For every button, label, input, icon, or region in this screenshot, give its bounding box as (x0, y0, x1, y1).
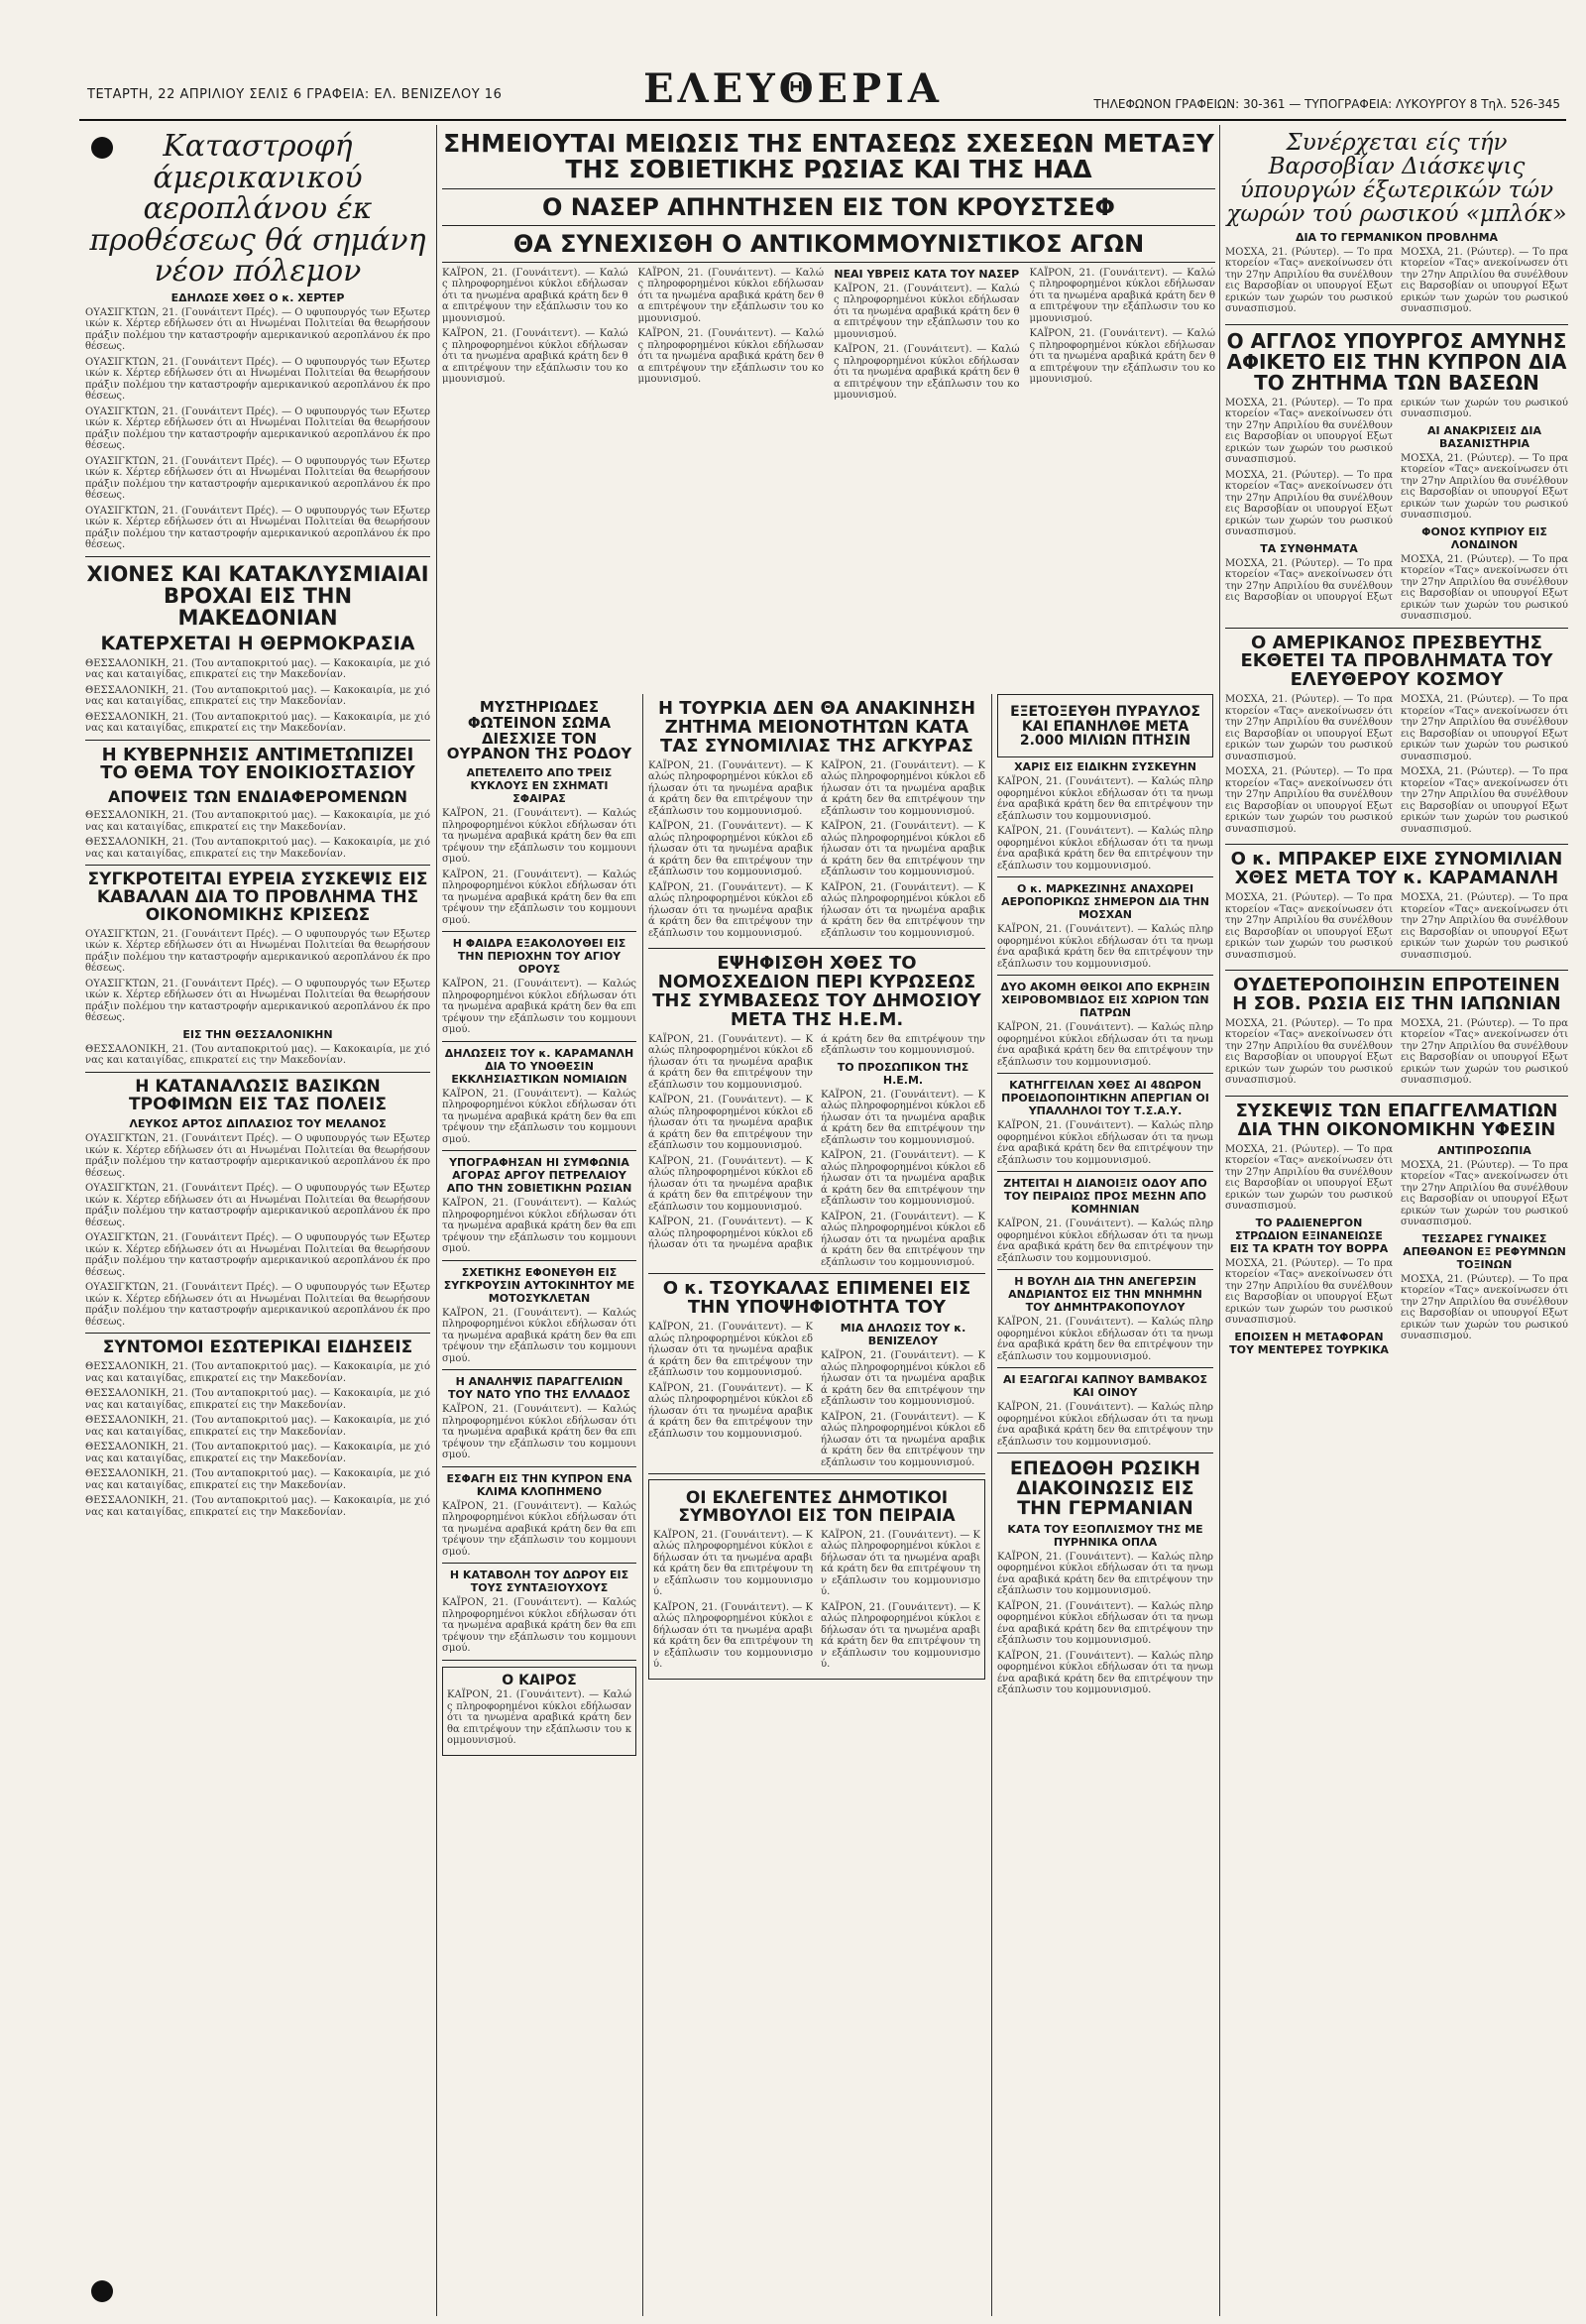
divider (442, 1660, 636, 1661)
article-text: ΚΑΪΡΟΝ, 21. (Γουνάιτεντ). — Καλώς πληροφορημένοι κύκλοι εδήλωσαν ότι τα ηνωμένα αραβικά κράτη δεν θα επιτρέψουν την εξάπλωσιν του κομμουνισμού. (997, 1317, 1213, 1362)
divider (648, 1473, 985, 1474)
article-text: ΚΑΪΡΟΝ, 21. (Γουνάιτεντ). — Καλώς πληροφορημένοι κύκλοι εδήλωσαν ότι τα ηνωμένα αραβικά κράτη δεν θα επιτρέψουν την εξάπλωσιν του κομμουνισμού. (442, 1404, 636, 1460)
headline-plane: Καταστροφή άμερικανικού αεροπλάνου έκ προθέσεως θά σημάνη νέον πόλεμον (89, 129, 426, 289)
article-text: ΟΥΑΣΙΓΚΤΩΝ, 21. (Γουνάιτεντ Πρές). — Ο υφυπουργός των Εξωτερικών κ. Χέρτερ εδήλωσεν ότι αι Ηνωμέναι Πολιτείαι θα θεωρήσουν πράξιν πολέμου την καταστροφήν αμερικανικού αεροπλάνου έκ προθέσεως. (85, 1133, 430, 1179)
article-text: ΜΟΣΧΑ, 21. (Ρώυτερ). — Το πρακτορείον «Τας» ανεκοίνωσεν ότι την 27ην Απριλίου θα συνέλθουν εις Βαρσοβίαν οι υπουργοί Εξωτερικών των χωρών του ρωσικού συνασπισμού. (1225, 397, 1568, 604)
article-text: ΘΕΣΣΑΛΟΝΙΚΗ, 21. (Του ανταποκριτού μας). — Κακοκαιρία, με χιόνας και καταιγίδας, επικρατεί εις την Μακεδονίαν. (85, 711, 430, 735)
article-text: ΚΑΪΡΟΝ, 21. (Γουνάιτεντ). — Καλώς πληροφορημένοι κύκλοι εδήλωσαν ότι τα ηνωμένα αραβικά κράτη δεν θα επιτρέψουν την εξάπλωσιν του κομμουνισμού. (997, 1600, 1213, 1647)
article-text: ΚΑΪΡΟΝ, 21. (Γουνάιτεντ). — Καλώς πληροφορημένοι κύκλοι εδήλωσαν ότι τα ηνωμένα αραβικά κράτη δεν θα επιτρέψουν την εξάπλωσιν του κομμουνισμού. (997, 1650, 1213, 1696)
article-text: ΜΟΣΧΑ, 21. (Ρώυτερ). — Το πρακτορείον «Τας» ανεκοίνωσεν ότι την 27ην Απριλίου θα συνέλθουν εις Βαρσοβίαν οι υπουργοί Εξωτερικών των χωρών του ρωσικού συνασπισμού. (1401, 1273, 1568, 1342)
subheadline: Η ΦΑΙΔΡΑ ΕΞΑΚΟΛΟΥΘΕΙ ΕΙΣ ΤΗΝ ΠΕΡΙΟΧΗΝ ΤΟΥ ΑΓΙΟΥ ΟΡΟΥΣ (452, 937, 626, 976)
article-text: ΚΑΪΡΟΝ, 21. (Γουνάιτεντ). — Καλώς πληροφορημένοι κύκλοι εδήλωσαν ότι τα ηνωμένα αραβικά κράτη δεν θα επιτρέψουν την εξάπλωσιν του κομμουνισμού. (442, 1198, 636, 1254)
subheadline: ΑΠΟΨΕΙΣ ΤΩΝ ΕΝΔΙΑΦΕΡΟΜΕΝΩΝ (108, 787, 407, 807)
divider (442, 225, 1215, 226)
article-text: ΜΟΣΧΑ, 21. (Ρώυτερ). — Το πρακτορείον «Τας» ανεκοίνωσεν ότι την 27ην Απριλίου θα συνέλθουν εις Βαρσοβίαν οι υπουργοί Εξωτερικών των χωρών του ρωσικού συνασπισμού. (1225, 1257, 1393, 1327)
headline-professionals: ΣΥΣΚΕΨΙΣ ΤΩΝ ΕΠΑΓΓΕΛΜΑΤΙΩΝ ΔΙΑ ΤΗΝ ΟΙΚΟΝΟΜΙΚΗΝ ΥΦΕΣΙΝ (1235, 1100, 1558, 1140)
article-text: ΚΑΪΡΟΝ, 21. (Γουνάιτεντ). — Καλώς πληροφορημένοι κύκλοι εδήλωσαν ότι τα ηνωμένα αραβικά κράτη δεν θα επιτρέψουν την εξάπλωσιν του κομμουνισμού. (997, 1120, 1213, 1166)
headline-rocket: ΕΞΕΤΟΞΕΥΘΗ ΠΥΡΑΥΛΟΣ ΚΑΙ ΕΠΑΝΗΛΘΕ ΜΕΤΑ 2.000 ΜΙΛΙΩΝ ΠΤΗΣΙΝ (1010, 704, 1200, 750)
article-text: ΜΟΣΧΑ, 21. (Ρώυτερ). — Το πρακτορείον «Τας» ανεκοίνωσεν ότι την 27ην Απριλίου θα συνέλθουν εις Βαρσοβίαν οι υπουργοί Εξωτερικών των χωρών του ρωσικού συνασπισμού. (1401, 553, 1568, 623)
article-text: ΜΟΣΧΑ, 21. (Ρώυτερ). — Το πρακτορείον «Τας» ανεκοίνωσεν ότι την 27ην Απριλίου θα συνέλθουν εις Βαρσοβίαν οι υπουργοί Εξωτερικών των χωρών του ρωσικού συνασπισμού. (1225, 1143, 1393, 1213)
rocket-box (997, 694, 1213, 757)
divider (442, 188, 1215, 189)
main-headline: ΣΗΜΕΙΟΥΤΑΙ ΜΕΙΩΣΙΣ ΤΗΣ ΕΝΤΑΣΕΩΣ ΣΧΕΣΕΩΝ ΜΕΤΑΞΥ ΤΗΣ ΣΟΒΙΕΤΙΚΗΣ ΡΩΣΙΑΣ ΚΑΙ ΤΗΣ ΗΑΔ (443, 129, 1214, 184)
subheadline: ΕΠΟΙΣΕΝ Η ΜΕΤΑΦΟΡΑΝ ΤΟΥ ΜΕΝΤΕΡΕΣ ΤΟΥΡΚΙΚΑ ΑΝΤΙΠΡΟΣΩΠΙΑ (1229, 1143, 1531, 1356)
article-text: ΚΑΪΡΟΝ, 21. (Γουνάιτεντ). — Καλώς πληροφορημένοι κύκλοι εδήλωσαν ότι τα ηνωμένα αραβικά κράτη δεν θα επιτρέψουν την εξάπλωσιν του κομμουνισμού. (997, 776, 1213, 822)
divider (85, 556, 430, 557)
divider (85, 1333, 430, 1334)
article-text: ΜΟΣΧΑ, 21. (Ρώυτερ). — Το πρακτορείον «Τας» ανεκοίνωσεν ότι την 27ην Απριλίου θα συνέλθουν εις Βαρσοβίαν οι υπουργοί Εξωτερικών των χωρών του ρωσικού συνασπισμού. (1225, 694, 1393, 762)
date-line: ΤΕΤΑΡΤΗ, 22 ΑΠΡΙΛΙΟΥ ΣΕΛΙΣ 6 ΓΡΑΦΕΙΑ: ΕΛ. ΒΕΝΙΖΕΛΟΥ 16 (87, 87, 503, 102)
article-text: ΘΕΣΣΑΛΟΝΙΚΗ, 21. (Του ανταποκριτού μας). — Κακοκαιρία, με χιόνας και καταιγίδας, επικρατεί εις την Μακεδονίαν. (85, 684, 430, 708)
divider (997, 975, 1213, 976)
subheadline: ΑΙ ΕΞΑΓΩΓΑΙ ΚΑΠΝΟΥ ΒΑΜΒΑΚΟΣ ΚΑΙ ΟΙΝΟΥ (1003, 1373, 1207, 1400)
headline-ambassador: Ο ΑΜΕΡΙΚΑΝΟΣ ΠΡΕΣΒΕΥΤΗΣ ΕΚΘΕΤΕΙ ΤΑ ΠΡΟΒΛΗΜΑΤΑ ΤΟΥ ΕΛΕΥΘΕΡΟΥ ΚΟΣΜΟΥ (1240, 632, 1553, 691)
article-text: ΘΕΣΣΑΛΟΝΙΚΗ, 21. (Του ανταποκριτού μας). — Κακοκαιρία, με χιόνας και καταιγίδας, επικρατεί εις την Μακεδονίαν. (85, 1388, 430, 1411)
article-text: ΚΑΪΡΟΝ, 21. (Γουνάιτεντ). — Καλώς πληροφορημένοι κύκλοι εδήλωσαν ότι τα ηνωμένα αραβικά κράτη δεν θα επιτρέψουν την εξάπλωσιν του κομμουνισμού. (648, 759, 813, 817)
divider (442, 1466, 636, 1467)
divider (85, 1072, 430, 1073)
article-text: ΟΥΑΣΙΓΚΤΩΝ, 21. (Γουνάιτεντ Πρές). — Ο υφυπουργός των Εξωτερικών κ. Χέρτερ εδήλωσεν ότι αι Ηνωμέναι Πολιτείαι θα θεωρήσουν πράξιν πολέμου την καταστροφήν αμερικανικού αεροπλάνου έκ προθέσεως. (85, 978, 430, 1024)
article-text: ΟΥΑΣΙΓΚΤΩΝ, 21. (Γουνάιτεντ Πρές). — Ο υφυπουργός των Εξωτερικών κ. Χέρτερ εδήλωσεν ότι αι Ηνωμέναι Πολιτείαι θα θεωρήσουν πράξιν πολέμου την καταστροφήν αμερικανικού αεροπλάνου έκ προθέσεως. (85, 406, 430, 451)
subheadline: ΦΟΝΟΣ ΚΥΠΡΙΟΥ ΕΙΣ ΛΟΝΔΙΝΟΝ (1421, 524, 1547, 551)
article-text: ΚΑΪΡΟΝ, 21. (Γουνάιτεντ). — Καλώς πληροφορημένοι κύκλοι εδήλωσαν ότι τα ηνωμένα αραβικά κράτη δεν θα επιτρέψουν την εξάπλωσιν του κομμουνισμού. (648, 821, 813, 878)
article-text: ΜΟΣΧΑ, 21. (Ρώυτερ). — Το πρακτορείον «Τας» ανεκοίνωσεν ότι την 27ην Απριλίου θα συνέλθουν εις Βαρσοβίαν οι υπουργοί Εξωτερικών των χωρών του ρωσικού συνασπισμού. (1225, 1017, 1393, 1087)
article-text: ΚΑΪΡΟΝ, 21. (Γουνάιτεντ). — Καλώς πληροφορημένοι κύκλοι εδήλωσαν ότι τα ηνωμένα αραβικά κράτη δεν θα επιτρέψουν την εξάπλωσιν του κομμουνισμού. (442, 869, 636, 926)
article-text: ΚΑΪΡΟΝ, 21. (Γουνάιτεντ). — Καλώς πληροφορημένοι κύκλοι εδήλωσαν ότι τα ηνωμένα αραβικά κράτη δεν θα επιτρέψουν την εξάπλωσιν του κομμουνισμού. (648, 1155, 813, 1213)
weather-title: Ο ΚΑΙΡΟΣ (502, 1672, 577, 1688)
divider (442, 262, 1215, 263)
column-right (1225, 125, 1568, 2316)
article-text: ΜΟΣΧΑ, 21. (Ρώυτερ). — Το πρακτορείον «Τας» ανεκοίνωσεν ότι την 27ην Απριλίου θα συνέλθουν εις Βαρσοβίαν οι υπουργοί Εξωτερικών των χωρών του ρωσικού συνασπισμού. (1401, 1159, 1568, 1228)
article-text: ΚΑΪΡΟΝ, 21. (Γουνάιτεντ). — Καλώς πληροφορημένοι κύκλοι εδήλωσαν ότι τα ηνωμένα αραβικά κράτη δεν θα επιτρέψουν την εξάπλωσιν του κομμουνισμού. (997, 1022, 1213, 1068)
subheadline: ΕΣΦΑΓΗ ΕΙΣ ΤΗΝ ΚΥΠΡΟΝ ΕΝΑ ΚΛΙΜΑ ΚΛΟΠΗΜΕΝΟ (446, 1471, 632, 1498)
newspaper-name: ΕΛΕΥΘΕΡΙΑ (643, 65, 943, 112)
article-text: ΚΑΪΡΟΝ, 21. (Γουνάιτεντ). — Καλώς πληροφορημένοι κύκλοι εδήλωσαν ότι τα ηνωμένα αραβικά κράτη δεν θα επιτρέψουν την εξάπλωσιν του κομμουνισμού. (648, 1382, 813, 1440)
subheadline: Η ΚΑΤΑΒΟΛΗ ΤΟΥ ΔΩΡΟΥ ΕΙΣ ΤΟΥΣ ΣΥΝΤΑΞΙΟΥΧΟΥΣ (449, 1569, 629, 1594)
article-text: ΟΥΑΣΙΓΚΤΩΝ, 21. (Γουνάιτεντ Πρές). — Ο υφυπουργός των Εξωτερικών κ. Χέρτερ εδήλωσεν ότι αι Ηνωμέναι Πολιτείαι θα θεωρήσουν πράξιν πολέμου την καταστροφήν αμερικανικού αεροπλάνου έκ προθέσεως. (85, 306, 430, 352)
subheadline: ΤΑ ΣΥΝΘΗΜΑΤΑ (1260, 541, 1358, 555)
column-second (442, 694, 636, 2316)
subheadline: ΥΠΟΓΡΑΦΗΣΑΝ ΗΙ ΣΥΜΦΩΝΙΑ ΑΓΟΡΑΣ ΑΡΓΟΥ ΠΕΤΡΕΛΑΙΟΥ ΑΠΟ ΤΗΝ ΣΟΒΙΕΤΙΚΗΝ ΡΩΣΙΑΝ (446, 1156, 632, 1195)
article-text: ΚΑΪΡΟΝ, 21. (Γουνάιτεντ). — Καλώς πληροφορημένοι κύκλοι εδήλωσαν ότι τα ηνωμένα αραβικά κράτη δεν θα επιτρέψουν την εξάπλωσιν του κομμουνισμού. (653, 1529, 813, 1598)
divider (442, 1563, 636, 1564)
article-text: ΘΕΣΣΑΛΟΝΙΚΗ, 21. (Του ανταποκριτού μας). — Κακοκαιρία, με χιόνας και καταιγίδας, επικρατεί εις την Μακεδονίαν. (85, 1495, 430, 1518)
article-text: ΟΥΑΣΙΓΚΤΩΝ, 21. (Γουνάιτεντ Πρές). — Ο υφυπουργός των Εξωτερικών κ. Χέρτερ εδήλωσεν ότι αι Ηνωμέναι Πολιτείαι θα θεωρήσουν πράξιν πολέμου την καταστροφήν αμερικανικού αεροπλάνου έκ προθέσεως. (85, 455, 430, 501)
subheadline: Ο κ. ΜΑΡΚΕΖΙΝΗΣ ΑΝΑΧΩΡΕΙ ΑΕΡΟΠΟΡΙΚΩΣ ΣΗΜΕΡΟΝ ΔΙΑ ΤΗΝ ΜΟΣΧΑΝ (1001, 882, 1209, 922)
divider (442, 1150, 636, 1151)
article-text: ΚΑΪΡΟΝ, 21. (Γουνάιτεντ). — Καλώς πληροφορημένοι κύκλοι εδήλωσαν ότι τα ηνωμένα αραβικά κράτη δεν θα επιτρέψουν την εξάπλωσιν του κομμουνισμού. (997, 1219, 1213, 1264)
article-text: ΚΑΪΡΟΝ, 21. (Γουνάιτεντ). — Καλώς πληροφορημένοι κύκλοι εδήλωσαν ότι τα ηνωμένα αραβικά κράτη δεν θα επιτρέψουν την εξάπλωσιν του κομμουνισμού. (442, 979, 636, 1035)
article-text: ΚΑΪΡΟΝ, 21. (Γουνάιτεντ). — Καλώς πληροφορημένοι κύκλοι εδήλωσαν ότι τα ηνωμένα αραβικά κράτη δεν θα επιτρέψουν την εξάπλωσιν του κομμουνισμού. (442, 267, 628, 324)
main-headline-3: ΘΑ ΣΥΝΕΧΙΣΘΗ Ο ΑΝΤΙΚΟΜΜΟΥΝΙΣΤΙΚΟΣ ΑΓΩΝ (512, 229, 1145, 258)
divider (997, 1269, 1213, 1270)
article-text: ΚΑΪΡΟΝ, 21. (Γουνάιτεντ). — Καλώς πληροφορημένοι κύκλοι εδήλωσαν ότι τα ηνωμένα αραβικά κράτη δεν θα επιτρέψουν την εξάπλωσιν του κομμουνισμού. (834, 283, 1020, 340)
article-text: ΜΟΣΧΑ, 21. (Ρώυτερ). — Το πρακτορείον «Τας» ανεκοίνωσεν ότι την 27ην Απριλίου θα συνέλθουν εις Βαρσοβίαν οι υπουργοί Εξωτερικών των χωρών του ρωσικού συνασπισμού. (1401, 694, 1568, 762)
article-text: ΚΑΪΡΟΝ, 21. (Γουνάιτεντ). — Καλώς πληροφορημένοι κύκλοι εδήλωσαν ότι τα ηνωμένα αραβικά κράτη δεν θα επιτρέψουν την εξάπλωσιν του κομμουνισμού. (447, 1689, 631, 1747)
subheadline: ΖΗΤΕΙΤΑΙ Η ΔΙΑΝΟΙΞΙΣ ΟΔΟΥ ΑΠΟ ΤΟΥ ΠΕΙΡΑΙΩΣ ΠΡΟΣ ΜΕΣΗΝ ΑΠΟ ΚΟΜΗΝΙΑΝ (1003, 1177, 1207, 1217)
article-text: ΚΑΪΡΟΝ, 21. (Γουνάιτεντ). — Καλώς πληροφορημένοι κύκλοι εδήλωσαν ότι τα ηνωμένα αραβικά κράτη δεν θα επιτρέψουν την εξάπλωσιν του κομμουνισμού. (1029, 267, 1215, 324)
headline-warsaw: Συνέρχεται είς τήν Βαρσοβίαν Διάσκεψις ύπουργών έξωτερικών τών χωρών τού ρωσικού «μπλόκ» (1226, 130, 1567, 228)
divider (648, 1273, 985, 1274)
headline-briefs: ΣΥΝΤΟΜΟΙ ΕΣΩΤΕΡΙΚΑΙ ΕΙΔΗΣΕΙΣ (102, 1337, 413, 1358)
divider (1225, 628, 1568, 629)
masthead (0, 0, 1586, 117)
article-text: ΚΑΪΡΟΝ, 21. (Γουνάιτεντ). — Καλώς πληροφορημένοι κύκλοι εδήλωσαν ότι τα ηνωμένα αραβικά κράτη δεν θα επιτρέψουν την εξάπλωσιν του κομμουνισμού. (997, 826, 1213, 872)
article-text: ΚΑΪΡΟΝ, 21. (Γουνάιτεντ). — Καλώς πληροφορημένοι κύκλοι εδήλωσαν ότι τα ηνωμένα αραβικά κράτη δεν θα επιτρέψουν την εξάπλωσιν του κομμουνισμού. (997, 1551, 1213, 1597)
article-text: ΚΑΪΡΟΝ, 21. (Γουνάιτεντ). — Καλώς πληροφορημένοι κύκλοι εδήλωσαν ότι τα ηνωμένα αραβικά κράτη δεν θα επιτρέψουν την εξάπλωσιν του κομμουνισμού. (648, 1033, 985, 1251)
headline-cyprus: Ο ΑΓΓΛΟΣ ΥΠΟΥΡΓΟΣ ΑΜΥΝΗΣ ΑΦΙΚΕΤΟ ΕΙΣ ΤΗΝ ΚΥΠΡΟΝ ΔΙΑ ΤΟ ΖΗΤΗΜΑ ΤΩΝ ΒΑΣΕΩΝ (1226, 328, 1567, 395)
article-text: ΚΑΪΡΟΝ, 21. (Γουνάιτεντ). — Καλώς πληροφορημένοι κύκλοι εδήλωσαν ότι τα ηνωμένα αραβικά κράτη δεν θα επιτρέψουν την εξάπλωσιν του κομμουνισμού. (997, 924, 1213, 970)
article-text: ΘΕΣΣΑΛΟΝΙΚΗ, 21. (Του ανταποκριτού μας). — Κακοκαιρία, με χιόνας και καταιγίδας, επικρατεί εις την Μακεδονίαν. (85, 1361, 430, 1384)
article-text: ΚΑΪΡΟΝ, 21. (Γουνάιτεντ). — Καλώς πληροφορημένοι κύκλοι εδήλωσαν ότι τα ηνωμένα αραβικά κράτη δεν θα επιτρέψουν την εξάπλωσιν του κομμουνισμού. (648, 1033, 813, 1091)
article-text: ΜΟΣΧΑ, 21. (Ρώυτερ). — Το πρακτορείον «Τας» ανεκοίνωσεν ότι την 27ην Απριλίου θα συνέλθουν εις Βαρσοβίαν οι υπουργοί Εξωτερικών των χωρών του ρωσικού συνασπισμού. (1401, 452, 1568, 522)
article-text: ΟΥΑΣΙΓΚΤΩΝ, 21. (Γουνάιτεντ Πρές). — Ο υφυπουργός των Εξωτερικών κ. Χέρτερ εδήλωσεν ότι αι Ηνωμέναι Πολιτείαι θα θεωρήσουν πράξιν πολέμου την καταστροφήν αμερικανικού αεροπλάνου έκ προθέσεως. (85, 505, 430, 550)
divider (997, 1171, 1213, 1172)
divider (1225, 324, 1568, 325)
divider (442, 1369, 636, 1370)
subheadline: ΤΟ ΡΑΔΙΕΝΕΡΓΟΝ ΣΤΡΩΔΙΟΝ ΕΞΙΝΑΝΕΙΩΣΕ ΕΙΣ ΤΑ ΚΡΑΤΗ ΤΟΥ ΒΟΡΡΑ (1229, 1216, 1389, 1255)
headline-japan: ΟΥΔΕΤΕΡΟΠΟΙΗΣΙΝ ΕΠΡΟΤΕΙΝΕΝ Η ΣΟΒ. ΡΩΣΙΑ ΕΙΣ ΤΗΝ ΙΑΠΩΝΙΑΝ (1232, 975, 1561, 1014)
article-text: ΘΕΣΣΑΛΟΝΙΚΗ, 21. (Του ανταποκριτού μας). — Κακοκαιρία, με χιόνας και καταιγίδας, επικρατεί εις την Μακεδονίαν. (85, 837, 430, 860)
article-text: ΚΑΪΡΟΝ, 21. (Γουνάιτεντ). — Καλώς πληροφορημένοι κύκλοι εδήλωσαν ότι τα ηνωμένα αραβικά κράτη δεν θα επιτρέψουν την εξάπλωσιν του κομμουνισμού. (648, 881, 813, 939)
headline-tsoukalas: Ο κ. ΤΣΟΥΚΑΛΑΣ ΕΠΙΜΕΝΕΙ ΕΙΣ ΤΗΝ ΥΠΟΨΗΦΙΟΤΗΤΑ ΤΟΥ (662, 1278, 971, 1319)
article-text: ΚΑΪΡΟΝ, 21. (Γουνάιτεντ). — Καλώς πληροφορημένοι κύκλοι εδήλωσαν ότι τα ηνωμένα αραβικά κράτη δεν θα επιτρέψουν την εξάπλωσιν του κομμουνισμού. (821, 1601, 980, 1671)
divider (442, 1041, 636, 1042)
article-text: ΜΟΣΧΑ, 21. (Ρώυτερ). — Το πρακτορείον «Τας» ανεκοίνωσεν ότι την 27ην Απριλίου θα συνέλθουν εις Βαρσοβίαν οι υπουργοί Εξωτερικών των χωρών του ρωσικού συνασπισμού. (1225, 397, 1393, 466)
divider (648, 948, 985, 949)
subheadline: Η ΑΝΑΛΗΨΙΣ ΠΑΡΑΓΓΕΛΙΩΝ ΤΟΥ ΝΑΤΟ ΥΠΟ ΤΗΣ ΕΛΛΑΔΟΣ (448, 1375, 630, 1401)
article-text: ΚΑΪΡΟΝ, 21. (Γουνάιτεντ). — Καλώς πληροφορημένοι κύκλοι εδήλωσαν ότι τα ηνωμένα αραβικά κράτη δεν θα επιτρέψουν την εξάπλωσιν του κομμουνισμού. (821, 1089, 985, 1146)
article-text: ΚΑΪΡΟΝ, 21. (Γουνάιτεντ). — Καλώς πληροφορημένοι κύκλοι εδήλωσαν ότι τα ηνωμένα αραβικά κράτη δεν θα επιτρέψουν την εξάπλωσιν του κομμουνισμού. (648, 1095, 813, 1152)
subheadline: ΕΙΣ ΤΗΝ ΘΕΣΣΑΛΟΝΙΚΗΝ (182, 1027, 333, 1041)
article-text: ΘΕΣΣΑΛΟΝΙΚΗ, 21. (Του ανταποκριτού μας). — Κακοκαιρία, με χιόνας και καταιγίδας, επικρατεί εις την Μακεδονίαν. (85, 1442, 430, 1464)
subheadline: ΧΑΡΙΣ ΕΙΣ ΕΙΔΙΚΗΝ ΣΥΣΚΕΥΗΝ (1014, 760, 1196, 774)
article-text: ΚΑΪΡΟΝ, 21. (Γουνάιτεντ). — Καλώς πληροφορημένοι κύκλοι εδήλωσαν ότι τα ηνωμένα αραβικά κράτη δεν θα επιτρέψουν την εξάπλωσιν του κομμουνισμού. (1029, 328, 1215, 386)
article-text: ΘΕΣΣΑΛΟΝΙΚΗ, 21. (Του ανταποκριτού μας). — Κακοκαιρία, με χιόνας και καταιγίδας, επικρατεί εις την Μακεδονίαν. (85, 1043, 430, 1067)
article-text: ΟΥΑΣΙΓΚΤΩΝ, 21. (Γουνάιτεντ Πρές). — Ο υφυπουργός των Εξωτερικών κ. Χέρτερ εδήλωσεν ότι αι Ηνωμέναι Πολιτείαι θα θεωρήσουν πράξιν πολέμου την καταστροφήν αμερικανικού αεροπλάνου έκ προθέσεως. (85, 1232, 430, 1278)
weather-box (442, 1667, 636, 1756)
article-text: ΜΟΣΧΑ, 21. (Ρώυτερ). — Το πρακτορείον «Τας» ανεκοίνωσεν ότι την 27ην Απριλίου θα συνέλθουν εις Βαρσοβίαν οι υπουργοί Εξωτερικών των χωρών του ρωσικού συνασπισμού. (1401, 246, 1568, 315)
article-text: ΚΑΪΡΟΝ, 21. (Γουνάιτεντ). — Καλώς πληροφορημένοι κύκλοι εδήλωσαν ότι τα ηνωμένα αραβικά κράτη δεν θα επιτρέψουν την εξάπλωσιν του κομμουνισμού. (653, 1601, 813, 1671)
piraeus-box (648, 1479, 985, 1680)
article-text: ΚΑΪΡΟΝ, 21. (Γουνάιτεντ). — Καλώς πληροφορημένοι κύκλοι εδήλωσαν ότι τα ηνωμένα αραβικά κράτη δεν θα επιτρέψουν την εξάπλωσιν του κομμουνισμού. (821, 821, 985, 878)
subheadline: ΣΧΕΤΙΚΗΣ ΕΦΟΝΕΥΘΗ ΕΙΣ ΣΥΓΚΡΟΥΣΙΝ ΑΥΤΟΚΙΝΗΤΟΥ ΜΕ ΜΟΤΟΣΥΚΛΕΤΑΝ (443, 1265, 635, 1305)
divider (1225, 844, 1568, 845)
masthead-rule (79, 119, 1566, 121)
column-rule (1219, 125, 1220, 2316)
subheadline: ΔΙΑ ΤΟ ΓΕΡΜΑΝΙΚΟΝ ΠΡΟΒΛΗΜΑ (1295, 230, 1499, 244)
headline-rent: Η ΚΥΒΕΡΝΗΣΙΣ ΑΝΤΙΜΕΤΩΠΙΖΕΙ ΤΟ ΘΕΜΑ ΤΟΥ ΕΝΟΙΚΙΟΣΤΑΣΙΟΥ (100, 744, 415, 784)
divider (1225, 970, 1568, 971)
headline-hem: ΕΨΗΦΙΣΘΗ ΧΘΕΣ ΤΟ ΝΟΜΟΣΧΕΔΙΟΝ ΠΕΡΙ ΚΥΡΩΣΕΩΣ ΤΗΣ ΣΥΜΒΑΣΕΩΣ ΤΟΥ ΔΗΜΟΣΙΟΥ ΜΕΤΑ ΤΗΣ Η.Ε.Μ. (652, 953, 981, 1030)
article-text: ΚΑΪΡΟΝ, 21. (Γουνάιτεντ). — Καλώς πληροφορημένοι κύκλοι εδήλωσαν ότι τα ηνωμένα αραβικά κράτη δεν θα επιτρέψουν την εξάπλωσιν του κομμουνισμού. (637, 267, 824, 324)
article-text: ΚΑΪΡΟΝ, 21. (Γουνάιτεντ). — Καλώς πληροφορημένοι κύκλοι εδήλωσαν ότι τα ηνωμένα αραβικά κράτη δεν θα επιτρέψουν την εξάπλωσιν του κομμουνισμού. (442, 1597, 636, 1654)
subheadline: ΤΟ ΠΡΟΣΩΠΙΚΟΝ ΤΗΣ Η.Ε.Μ. (837, 1060, 969, 1087)
divider (1225, 1096, 1568, 1097)
subheadline: ΔΥΟ ΑΚΟΜΗ ΘΕΙΚΟΙ ΑΠΟ ΕΚΡΗΞΙΝ ΧΕΙΡΟΒΟΜΒΙΔΟΣ ΕΙΣ ΧΩΡΙΟΝ ΤΩΝ ΠΑΤΡΩΝ (1000, 981, 1210, 1020)
divider (442, 1260, 636, 1261)
divider (997, 1073, 1213, 1074)
column-rule (991, 694, 992, 2316)
subheadline: ΚΑΤΗΓΓΕΙΛΑΝ ΧΘΕΣ ΑΙ 48ΩΡΟΝ ΠΡΟΕΙΔΟΠΟΙΗΤΙΚΗΝ ΑΠΕΡΓΙΑΝ ΟΙ ΥΠΑΛΛΗΛΟΙ ΤΟΥ Τ.Σ.Α.Υ. (1001, 1079, 1209, 1118)
divider (997, 1367, 1213, 1368)
article-text: ΚΑΪΡΟΝ, 21. (Γουνάιτεντ). — Καλώς πληροφορημένοι κύκλοι εδήλωσαν ότι τα ηνωμένα αραβικά κράτη δεν θα επιτρέψουν την εξάπλωσιν του κομμουνισμού. (442, 1307, 636, 1364)
article-text: ΟΥΑΣΙΓΚΤΩΝ, 21. (Γουνάιτεντ Πρές). — Ο υφυπουργός των Εξωτερικών κ. Χέρτερ εδήλωσεν ότι αι Ηνωμέναι Πολιτείαι θα θεωρήσουν πράξιν πολέμου την καταστροφήν αμερικανικού αεροπλάνου έκ προθέσεως. (85, 928, 430, 975)
headline-temperature: ΚΑΤΕΡΧΕΤΑΙ Η ΘΕΡΜΟΚΡΑΣΙΑ (100, 632, 415, 654)
article-text: ΚΑΪΡΟΝ, 21. (Γουνάιτεντ). — Καλώς πληροφορημένοι κύκλοι εδήλωσαν ότι τα ηνωμένα αραβικά κράτη δεν θα επιτρέψουν την εξάπλωσιν του κομμουνισμού. (821, 881, 985, 939)
divider (85, 865, 430, 866)
article-text: ΚΑΪΡΟΝ, 21. (Γουνάιτεντ). — Καλώς πληροφορημένοι κύκλοι εδήλωσαν ότι τα ηνωμένα αραβικά κράτη δεν θα επιτρέψουν την εξάπλωσιν του κομμουνισμού. (821, 1150, 985, 1208)
headline-food: Η ΚΑΤΑΝΑΛΩΣΙΣ ΒΑΣΙΚΩΝ ΤΡΟΦΙΜΩΝ ΕΙΣ ΤΑΣ ΠΟΛΕΙΣ (129, 1076, 387, 1114)
article-text: ΚΑΪΡΟΝ, 21. (Γουνάιτεντ). — Καλώς πληροφορημένοι κύκλοι εδήλωσαν ότι τα ηνωμένα αραβικά κράτη δεν θα επιτρέψουν την εξάπλωσιν του κομμουνισμού. (821, 1350, 985, 1408)
subheadline: ΤΕΣΣΑΡΕΣ ΓΥΝΑΙΚΕΣ ΑΠΕΘΑΝΟΝ ΕΞ ΡΕΦΥΜΝΩΝ ΤΟΞΙΝΩΝ (1403, 1231, 1566, 1271)
subheadline: ΑΠΕΤΕΛΕΙΤΟ ΑΠΟ ΤΡΕΙΣ ΚΥΚΛΟΥΣ ΕΝ ΣΧΗΜΑΤΙ ΣΦΑΙΡΑΣ (466, 766, 613, 805)
article-text: ΚΑΪΡΟΝ, 21. (Γουνάιτεντ). — Καλώς πληροφορημένοι κύκλοι εδήλωσαν ότι τα ηνωμένα αραβικά κράτη δεν θα επιτρέψουν την εξάπλωσιν του κομμουνισμού. (834, 344, 1020, 402)
divider (85, 740, 430, 741)
subheadline: ΚΑΤΑ ΤΟΥ ΕΞΟΠΛΙΣΜΟΥ ΤΗΣ ΜΕ ΠΥΡΗΝΙΚΑ ΟΠΛΑ (1007, 1522, 1203, 1549)
article-text: ΘΕΣΣΑΛΟΝΙΚΗ, 21. (Του ανταποκριτού μας). — Κακοκαιρία, με χιόνας και καταιγίδας, επικρατεί εις την Μακεδονίαν. (85, 810, 430, 833)
article-text: ΚΑΪΡΟΝ, 21. (Γουνάιτεντ). — Καλώς πληροφορημένοι κύκλοι εδήλωσαν ότι τα ηνωμένα αραβικά κράτη δεν θα επιτρέψουν την εξάπλωσιν του κομμουνισμού. (821, 1411, 985, 1468)
subheadline: Η ΒΟΥΛΗ ΔΙΑ ΤΗΝ ΑΝΕΓΕΡΣΙΝ ΑΝΔΡΙΑΝΤΟΣ ΕΙΣ ΤΗΝ ΜΝΗΜΗΝ ΤΟΥ ΔΗΜΗΤΡΑΚΟΠΟΥΛΟΥ (1008, 1275, 1202, 1315)
article-text: ΟΥΑΣΙΓΚΤΩΝ, 21. (Γουνάιτεντ Πρές). — Ο υφυπουργός των Εξωτερικών κ. Χέρτερ εδήλωσεν ότι αι Ηνωμέναι Πολιτείαι θα θεωρήσουν πράξιν πολέμου την καταστροφήν αμερικανικού αεροπλάνου έκ προθέσεως. (85, 1183, 430, 1228)
article-text: ΜΟΣΧΑ, 21. (Ρώυτερ). — Το πρακτορείον «Τας» ανεκοίνωσεν ότι την 27ην Απριλίου θα συνέλθουν εις Βαρσοβίαν οι υπουργοί Εξωτερικών των χωρών του ρωσικού συνασπισμού. (1401, 892, 1568, 961)
headline-rhodes: ΜΥΣΤΗΡΙΩΔΕΣ ΦΩΤΕΙΝΟΝ ΣΩΜΑ ΔΙΕΣΧΙΣΕ ΤΟΝ ΟΥΡΑΝΟΝ ΤΗΣ ΡΟΔΟΥ (446, 698, 632, 763)
headline-piraeus: ΟΙ ΕΚΛΕΓΕΝΤΕΣ ΔΗΜΟΤΙΚΟΙ ΣΥΜΒΟΥΛΟΙ ΕΙΣ ΤΟΝ ΠΕΙΡΑΙΑ (678, 1488, 956, 1526)
subheadline: ΕΔΗΛΩΣΕ ΧΘΕΣ Ο κ. ΧΕΡΤΕΡ (170, 290, 345, 304)
article-text: ΚΑΪΡΟΝ, 21. (Γουνάιτεντ). — Καλώς πληροφορημένοι κύκλοι εδήλωσαν ότι τα ηνωμένα αραβικά κράτη δεν θα επιτρέψουν την εξάπλωσιν του κομμουνισμού. (997, 1402, 1213, 1448)
column-third (648, 694, 985, 2316)
article-text: ΟΥΑΣΙΓΚΤΩΝ, 21. (Γουνάιτεντ Πρές). — Ο υφυπουργός των Εξωτερικών κ. Χέρτερ εδήλωσεν ότι αι Ηνωμέναι Πολιτείαι θα θεωρήσουν πράξιν πολέμου την καταστροφήν αμερικανικού αεροπλάνου έκ προθέσεως. (85, 1282, 430, 1328)
article-text: ΜΟΣΧΑ, 21. (Ρώυτερ). — Το πρακτορείον «Τας» ανεκοίνωσεν ότι την 27ην Απριλίου θα συνέλθουν εις Βαρσοβίαν οι υπουργοί Εξωτερικών των χωρών του ρωσικού συνασπισμού. (1225, 469, 1393, 538)
divider (442, 931, 636, 932)
article-text: ΚΑΪΡΟΝ, 21. (Γουνάιτεντ). — Καλώς πληροφορημένοι κύκλοι εδήλωσαν ότι τα ηνωμένα αραβικά κράτη δεν θα επιτρέψουν την εξάπλωσιν του κομμουνισμού. (648, 1322, 813, 1379)
article-text: ΜΟΣΧΑ, 21. (Ρώυτερ). — Το πρακτορείον «Τας» ανεκοίνωσεν ότι την 27ην Απριλίου θα συνέλθουν εις Βαρσοβίαν οι υπουργοί Εξωτερικών των χωρών του ρωσικού συνασπισμού. (1225, 892, 1393, 961)
subheadline: ΜΙΑ ΔΗΛΩΣΙΣ ΤΟΥ κ. ΒΕΝΙΖΕΛΟΥ (840, 1322, 966, 1348)
article-text: ΚΑΪΡΟΝ, 21. (Γουνάιτεντ). — Καλώς πληροφορημένοι κύκλοι εδήλωσαν ότι τα ηνωμένα αραβικά κράτη δεν θα επιτρέψουν την εξάπλωσιν του κομμουνισμού. (821, 759, 985, 817)
phones-line: ΤΗΛΕΦΩΝΟΝ ΓΡΑΦΕΙΩΝ: 30-361 — ΤΥΠΟΓΡΑΦΕΙΑ: ΛΥΚΟΥΡΓΟΥ 8 Τηλ. 526-345 (1093, 97, 1560, 111)
article-text: ΚΑΪΡΟΝ, 21. (Γουνάιτεντ). — Καλώς πληροφορημένοι κύκλοι εδήλωσαν ότι τα ηνωμένα αραβικά κράτη δεν θα επιτρέψουν την εξάπλωσιν του κομμουνισμού. (442, 328, 628, 386)
column-left (85, 125, 430, 2316)
subheadline: ΝΕΑΙ ΥΒΡΕΙΣ ΚΑΤΑ ΤΟΥ ΝΑΣΕΡ (834, 267, 1020, 281)
article-text: ΘΕΣΣΑΛΟΝΙΚΗ, 21. (Του ανταποκριτού μας). — Κακοκαιρία, με χιόνας και καταιγίδας, επικρατεί εις την Μακεδονίαν. (85, 1415, 430, 1438)
main-headline-2: Ο ΝΑΣΕΡ ΑΠΗΝΤΗΣΕΝ ΕΙΣ ΤΟΝ ΚΡΟΥΣΤΣΕΦ (542, 192, 1115, 221)
article-text: ΜΟΣΧΑ, 21. (Ρώυτερ). — Το πρακτορείον «Τας» ανεκοίνωσεν ότι την 27ην Απριλίου θα συνέλθουν εις Βαρσοβίαν οι υπουργοί Εξωτερικών των χωρών του ρωσικού συνασπισμού. (1225, 246, 1393, 315)
article-text: ΜΟΣΧΑ, 21. (Ρώυτερ). — Το πρακτορείον «Τας» ανεκοίνωσεν ότι την 27ην Απριλίου θα συνέλθουν εις Βαρσοβίαν οι υπουργοί Εξωτερικών των χωρών του ρωσικού συνασπισμού. (1401, 766, 1568, 835)
article-text: ΚΑΪΡΟΝ, 21. (Γουνάιτεντ). — Καλώς πληροφορημένοι κύκλοι εδήλωσαν ότι τα ηνωμένα αραβικά κράτη δεν θα επιτρέψουν την εξάπλωσιν του κομμουνισμού. (821, 1211, 985, 1268)
headline-kavala: ΣΥΓΚΡΟΤΕΙΤΑΙ ΕΥΡΕΙΑ ΣΥΣΚΕΨΙΣ ΕΙΣ ΚΑΒΑΛΑΝ ΔΙΑ ΤΟ ΠΡΟΒΛΗΜΑ ΤΗΣ ΟΙΚΟΝΟΜΙΚΗΣ ΚΡΙΣΕΩΣ (87, 870, 428, 925)
divider (997, 876, 1213, 877)
article-text: ΜΟΣΧΑ, 21. (Ρώυτερ). — Το πρακτορείον «Τας» ανεκοίνωσεν ότι την 27ην Απριλίου θα συνέλθουν εις Βαρσοβίαν οι υπουργοί Εξωτερικών των χωρών του ρωσικού συνασπισμού. (1225, 766, 1393, 835)
article-text: ΚΑΪΡΟΝ, 21. (Γουνάιτεντ). — Καλώς πληροφορημένοι κύκλοι εδήλωσαν ότι τα ηνωμένα αραβικά κράτη δεν θα επιτρέψουν την εξάπλωσιν του κομμουνισμού. (442, 1500, 636, 1558)
article-text: ΘΕΣΣΑΛΟΝΙΚΗ, 21. (Του ανταποκριτού μας). — Κακοκαιρία, με χιόνας και καταιγίδας, επικρατεί εις την Μακεδονίαν. (85, 1468, 430, 1491)
subheadline: ΔΗΛΩΣΕΙΣ ΤΟΥ κ. ΚΑΡΑΜΑΝΛΗ ΔΙΑ ΤΟ ΥΝΟΘΕΣΙΝ ΕΚΚΛΗΣΙΑΣΤΙΚΩΝ ΝΟΜΙΑΙΩΝ (444, 1046, 634, 1086)
subheadline: ΛΕΥΚΟΣ ΑΡΤΟΣ ΔΙΠΛΑΣΙΟΣ ΤΟΥ ΜΕΛΑΝΟΣ (129, 1117, 387, 1131)
article-text: ΚΑΪΡΟΝ, 21. (Γουνάιτεντ). — Καλώς πληροφορημένοι κύκλοι εδήλωσαν ότι τα ηνωμένα αραβικά κράτη δεν θα επιτρέψουν την εξάπλωσιν του κομμουνισμού. (442, 808, 636, 865)
divider (997, 1452, 1213, 1453)
article-text: ΜΟΣΧΑ, 21. (Ρώυτερ). — Το πρακτορείον «Τας» ανεκοίνωσεν ότι την 27ην Απριλίου θα συνέλθουν εις Βαρσοβίαν οι υπουργοί Εξωτερικών των χωρών του ρωσικού συνασπισμού. (1401, 1017, 1568, 1087)
headline-germany: ΕΠΕΔΟΘΗ ΡΩΣΙΚΗ ΔΙΑΚΟΙΝΩΣΙΣ ΕΙΣ ΤΗΝ ΓΕΡΜΑΝΙΑΝ (1009, 1457, 1201, 1519)
article-text: ΟΥΑΣΙΓΚΤΩΝ, 21. (Γουνάιτεντ Πρές). — Ο υφυπουργός των Εξωτερικών κ. Χέρτερ εδήλωσεν ότι αι Ηνωμέναι Πολιτείαι θα θεωρήσουν πράξιν πολέμου την καταστροφήν αμερικανικού αεροπλάνου έκ προθέσεως. (85, 356, 430, 402)
article-text: ΚΑΪΡΟΝ, 21. (Γουνάιτεντ). — Καλώς πληροφορημένοι κύκλοι εδήλωσαν ότι τα ηνωμένα αραβικά κράτη δεν θα επιτρέψουν την εξάπλωσιν του κομμουνισμού. (821, 1529, 980, 1598)
headline-turkey: Η ΤΟΥΡΚΙΑ ΔΕΝ ΘΑ ΑΝΑΚΙΝΗΣΗ ΖΗΤΗΜΑ ΜΕΙΟΝΟΤΗΤΩΝ ΚΑΤΑ ΤΑΣ ΣΥΝΟΜΙΛΙΑΣ ΤΗΣ ΑΓΚΥΡΑΣ (657, 698, 976, 756)
article-text: ΘΕΣΣΑΛΟΝΙΚΗ, 21. (Του ανταποκριτού μας). — Κακοκαιρία, με χιόνας και καταιγίδας, επικρατεί εις την Μακεδονίαν. (85, 657, 430, 681)
column-rule (642, 694, 643, 2316)
column-fourth (997, 694, 1213, 2316)
article-text: ΚΑΪΡΟΝ, 21. (Γουνάιτεντ). — Καλώς πληροφορημένοι κύκλοι εδήλωσαν ότι τα ηνωμένα αραβικά κράτη δεν θα επιτρέψουν την εξάπλωσιν του κομμουνισμού. (442, 1088, 636, 1145)
article-text: ΚΑΪΡΟΝ, 21. (Γουνάιτεντ). — Καλώς πληροφορημένοι κύκλοι εδήλωσαν ότι τα ηνωμένα αραβικά κράτη δεν θα επιτρέψουν την εξάπλωσιν του κομμουνισμού. (637, 328, 824, 386)
column-rule (436, 125, 437, 2316)
main-story (442, 125, 1215, 680)
headline-bracker: Ο κ. ΜΠΡΑΚΕΡ ΕΙΧΕ ΣΥΝΟΜΙΛΙΑΝ ΧΘΕΣ ΜΕΤΑ ΤΟΥ κ. ΚΑΡΑΜΑΝΛΗ (1230, 849, 1563, 889)
subheadline: ΑΙ ΑΝΑΚΡΙΣΕΙΣ ΔΙΑ ΒΑΣΑΝΙΣΤΗΡΙΑ (1427, 423, 1541, 450)
headline-snow: ΧΙΟΝΕΣ ΚΑΙ ΚΑΤΑΚΛΥΣΜΙΑΙΑΙ ΒΡΟΧΑΙ ΕΙΣ ΤΗΝ ΜΑΚΕΔΟΝΙΑΝ (86, 561, 429, 630)
